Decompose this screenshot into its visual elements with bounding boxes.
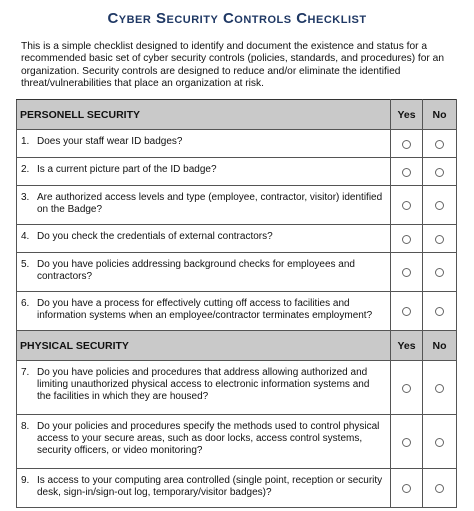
no-radio[interactable] <box>435 307 444 316</box>
section-header-physical <box>17 331 457 361</box>
question-number: 1. <box>21 136 30 147</box>
yes-column-header: Yes <box>391 331 423 361</box>
no-radio[interactable] <box>435 235 444 244</box>
question-text: Is access to your computing area controlled (single point, reception or security desk, sign-in/sign-out log, temporary/visitor badges)? <box>37 475 383 498</box>
page-title: Cyber Security Controls Checklist <box>107 10 367 27</box>
question-text: Do you have a process for effectively cutting off access to facilities and information systems when an employee/contractor terminates employment? <box>37 298 373 321</box>
intro-paragraph: This is a simple checklist designed to identify and document the existence and status for a recommended basic set of cyber security controls (policies, standards, and procedures) for an organization. Security controls are designed to reduce and/or eliminate the identified threat/vulnerabilities that place an organization at risk. <box>21 41 444 90</box>
question-row <box>17 415 457 469</box>
question-text: Does your staff wear ID badges? <box>37 136 183 147</box>
yes-radio[interactable] <box>402 384 411 393</box>
no-column-header: No <box>423 331 457 361</box>
checklist-table <box>16 99 457 508</box>
yes-radio[interactable] <box>402 438 411 447</box>
question-number: 6. <box>21 298 30 309</box>
yes-radio[interactable] <box>402 268 411 277</box>
question-text: Do you check the credentials of external contractors? <box>37 231 273 242</box>
no-radio[interactable] <box>435 201 444 210</box>
question-row <box>17 130 457 158</box>
question-row <box>17 225 457 253</box>
section-header-personnel <box>17 100 457 130</box>
question-number: 8. <box>21 421 30 432</box>
question-row <box>17 186 457 225</box>
question-text: Do your policies and procedures specify the methods used to control physical access to your secure areas, such as door locks, access control systems, security officers, or video monitoring? <box>37 421 380 456</box>
question-row <box>17 253 457 292</box>
yes-radio[interactable] <box>402 140 411 149</box>
no-radio[interactable] <box>435 384 444 393</box>
yes-radio[interactable] <box>402 307 411 316</box>
section-title: PHYSICAL SECURITY <box>17 331 391 361</box>
yes-radio[interactable] <box>402 201 411 210</box>
yes-column-header: Yes <box>391 100 423 130</box>
question-row <box>17 292 457 331</box>
question-number: 7. <box>21 367 30 378</box>
question-number: 4. <box>21 231 30 242</box>
question-number: 5. <box>21 259 30 270</box>
section-title: PERSONELL SECURITY <box>17 100 391 130</box>
no-column-header: No <box>423 100 457 130</box>
question-number: 9. <box>21 475 30 486</box>
no-radio[interactable] <box>435 268 444 277</box>
question-row <box>17 469 457 508</box>
question-text: Is a current picture part of the ID badge? <box>37 164 217 175</box>
question-text: Do you have policies and procedures that address allowing authorized and limiting unauthorized physical access to electronic information systems and the facilities in which they are housed? <box>37 367 370 402</box>
yes-radio[interactable] <box>402 168 411 177</box>
question-text: Do you have policies addressing background checks for employees and contractors? <box>37 259 355 282</box>
question-row <box>17 158 457 186</box>
question-text: Are authorized access levels and type (employee, contractor, visitor) identified on the Badge? <box>37 192 383 215</box>
no-radio[interactable] <box>435 438 444 447</box>
no-radio[interactable] <box>435 168 444 177</box>
yes-radio[interactable] <box>402 235 411 244</box>
question-number: 2. <box>21 164 30 175</box>
no-radio[interactable] <box>435 484 444 493</box>
question-row <box>17 361 457 415</box>
yes-radio[interactable] <box>402 484 411 493</box>
no-radio[interactable] <box>435 140 444 149</box>
question-number: 3. <box>21 192 30 203</box>
